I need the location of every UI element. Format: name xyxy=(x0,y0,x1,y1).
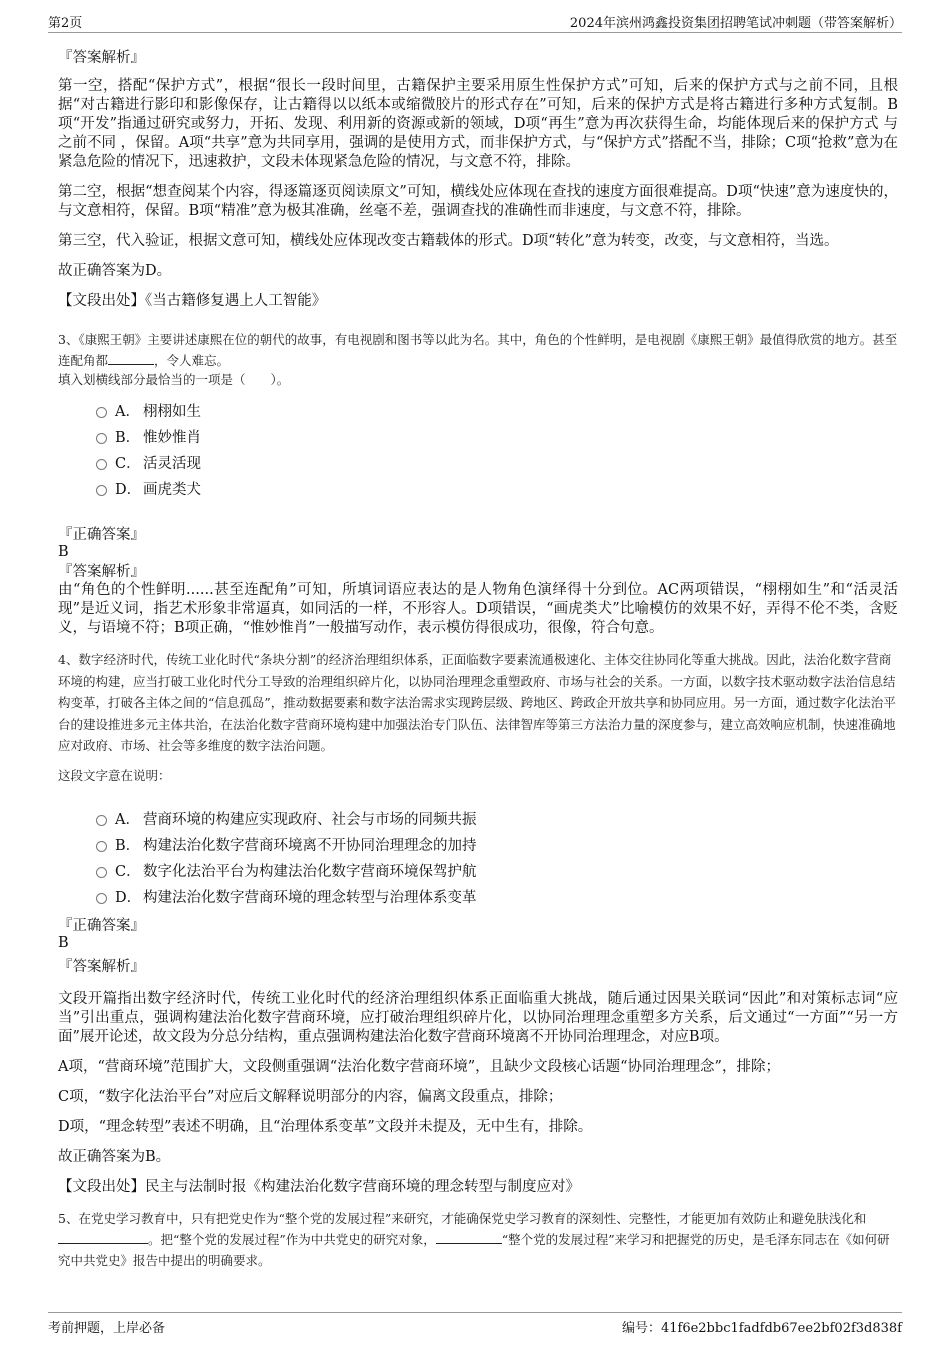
fill-blank xyxy=(108,352,154,365)
option-c[interactable]: C． 活灵活现 xyxy=(96,449,898,475)
analysis-paragraph: C项，“数字化法治平台”对应后文解释说明部分的内容，偏离文段重点，排除； xyxy=(58,1088,563,1105)
analysis-paragraph: 第一空，搭配“保护方式”，根据“很长一段时间里，古籍保护主要采用原生性保护方式”可知，后来的保护方式与之前不同，且根据“对古籍进行影印和影像保存，让古籍得以以纸本或缩微胶片的形式存在”可知，后来的保护方式是将古籍进行多种方式复制。B项“开发”指通过研究或努力，开拓、发现、利用新的资源或新的领域，D项“再生”意为再次获得生命，均能体现后来的保护方式 与之前不同 ，保留。A项“共享”意为共同享用，强调的是使用方式，而非保护方式，与“保护方式”搭配不当，排除；C项“抢救”意为在紧急危险的情况下，迅速救护，文段未体现紧急危险的情况，与文意不符，排除。 xyxy=(58,78,898,170)
option-list xyxy=(96,806,898,910)
document-id: 编号：41f6e2bbc1fadfdb67ee2bf02f3d838f xyxy=(621,1321,902,1336)
analysis-tag: 『答案解析』 xyxy=(58,50,145,66)
radio-icon[interactable] xyxy=(96,841,107,852)
radio-icon[interactable] xyxy=(96,815,107,826)
radio-icon[interactable] xyxy=(96,867,107,878)
conclusion: 故正确答案为D。 xyxy=(58,263,172,279)
page-content xyxy=(58,46,898,1271)
page-footer xyxy=(48,1312,902,1338)
analysis-paragraph: 文段开篇指出数字经济时代，传统工业化时代的经济治理组织体系正面临重大挑战，随后通过因果关联词“因此”和对策标志词“应当”引出重点，强调构建法治化数字营商环境，应打破治理组织碎片化，以协同治理理念重塑多方关系，后文通过“一方面”“另一方面”展开论述，故文段为分总分结构，重点强调构建法治化数字营商环境离不开协同治理理念，对应B项。 xyxy=(58,990,898,1045)
source-citation: 【文段出处】民主与法制时报《构建法治化数字营商环境的理念转型与制度应对》 xyxy=(58,1178,580,1195)
question-stem: 5、在党史学习教育中，只有把党史作为“整个党的发展过程”来研究，才能确保党史学习教育的深刻性、完整性，才能更加有效防止和避免肤浅化和。把“整个党的发展过程”作为中共党史的研究对象， “整个党的发展过程”来学习和把握党的历史，是毛泽东同志在《如何研究中共党史》报告中提出的明确要求。 xyxy=(58,1210,890,1268)
analysis-tag: 『答案解析』 xyxy=(58,958,145,975)
option-b[interactable]: B． 构建法治化数字营商环境离不开协同治理理念的加持 xyxy=(96,832,898,858)
analysis-paragraph: 由“角色的个性鲜明......甚至连配角”可知，所填词语应表达的是人物角色演绎得十分到位。AC两项错误，“栩栩如生”和“活灵活现”是近义词，指艺术形象非常逼真，如同活的一样，不形容人。D项错误，“画虎类犬”比喻模仿的效果不好，弄得不伦不类，含贬义，与语境不符；B项正确，“惟妙惟肖”一般描写动作，表示模仿得很成功，很像，符合句意。 xyxy=(58,582,898,636)
question-2-analysis xyxy=(58,46,898,311)
answer-tag: 『正确答案』 xyxy=(58,527,145,543)
radio-icon[interactable] xyxy=(96,459,107,470)
fill-blank xyxy=(436,1231,502,1244)
question-instruction: 这段文字意在说明： xyxy=(58,767,171,783)
correct-answer: B xyxy=(58,934,69,951)
radio-icon[interactable] xyxy=(96,407,107,418)
footer-slogan: 考前押题，上岸必备 xyxy=(48,1321,166,1336)
analysis-paragraph: A项，“营商环境”范围扩大，文段侧重强调“法治化数字营商环境”，且缺少文段核心话题“协同治理理念”，排除； xyxy=(58,1058,780,1075)
page-number: 第2页 xyxy=(48,16,83,31)
source-citation: 【文段出处】《当古籍修复遇上人工智能》 xyxy=(58,293,327,309)
option-d[interactable]: D． 构建法治化数字营商环境的理念转型与治理体系变革 xyxy=(96,884,898,910)
question-stem: 4、数字经济时代，传统工业化时代“条块分割”的经济治理组织体系，正面临数字要素流通极速化、主体交往协同化等重大挑战。因此，法治化数字营商环境的构建，应当打破工业化时代分工导致的治理组织碎片化，以协同治理理念重塑政府、市场与社会的关系。一方面，以数字技术驱动数字法治信息结构变革，打破各主体之间的“信息孤岛”，推动数据要素和数字法治需求实现跨层级、跨地区、跨政企开放共享和协同应用。另一方面，通过数字化法治平台的建设推进多元主体共治，在法治化数字营商环境构建中加强法治专门队伍、法律智库等第三方法治力量的深度参与，建立高效响应机制，快速准确地应对政府、市场、社会等多维度的数字法治问题。 xyxy=(58,652,896,753)
correct-answer: B xyxy=(58,544,69,560)
question-4 xyxy=(58,649,898,1197)
analysis-tag: 『答案解析』 xyxy=(58,564,145,580)
option-list xyxy=(96,397,898,501)
radio-icon[interactable] xyxy=(96,485,107,496)
option-a[interactable]: A． 栩栩如生 xyxy=(96,397,898,423)
answer-tag: 『正确答案』 xyxy=(58,917,145,934)
conclusion: 故正确答案为B。 xyxy=(58,1148,171,1165)
question-5 xyxy=(58,1208,898,1271)
analysis-paragraph: D项，“理念转型”表述不明确，且“治理体系变革”文段并未提及，无中生有，排除。 xyxy=(58,1118,593,1135)
option-b[interactable]: B． 惟妙惟肖 xyxy=(96,423,898,449)
radio-icon[interactable] xyxy=(96,893,107,904)
option-c[interactable]: C． 数字化法治平台为构建法治化数字营商环境保驾护航 xyxy=(96,858,898,884)
option-a[interactable]: A． 营商环境的构建应实现政府、社会与市场的同频共振 xyxy=(96,806,898,832)
question-instruction: 填入划横线部分最恰当的一项是（ ）。 xyxy=(58,372,290,387)
analysis-paragraph: 第二空，根据“想查阅某个内容，得逐篇逐页阅读原文”可知，横线处应体现在查找的速度方面很难提高。D项“快速”意为速度快的，与文意相符，保留。B项“精准”意为极其准确，丝毫不差，强调查找的准确性而非速度，与文意不符，排除。 xyxy=(58,184,898,219)
page-header xyxy=(48,12,902,33)
radio-icon[interactable] xyxy=(96,433,107,444)
analysis-paragraph: 第三空，代入验证，根据文意可知，横线处应体现改变古籍载体的形式。D项“转化”意为转变，改变，与文意相符，当选。 xyxy=(58,233,839,249)
question-stem: 3、《康熙王朝》主要讲述康熙在位的朝代的故事，有电视剧和图书等以此为名。其中，角色的个性鲜明，是电视剧《康熙王朝》最值得欣赏的地方。甚至连配角都 ，令人难忘。 xyxy=(58,332,898,368)
question-3 xyxy=(58,329,898,638)
document-title: 2024年滨州鸿鑫投资集团招聘笔试冲刺题（带答案解析） xyxy=(569,16,902,31)
option-d[interactable]: D． 画虎类犬 xyxy=(96,475,898,501)
fill-blank xyxy=(58,1231,148,1244)
